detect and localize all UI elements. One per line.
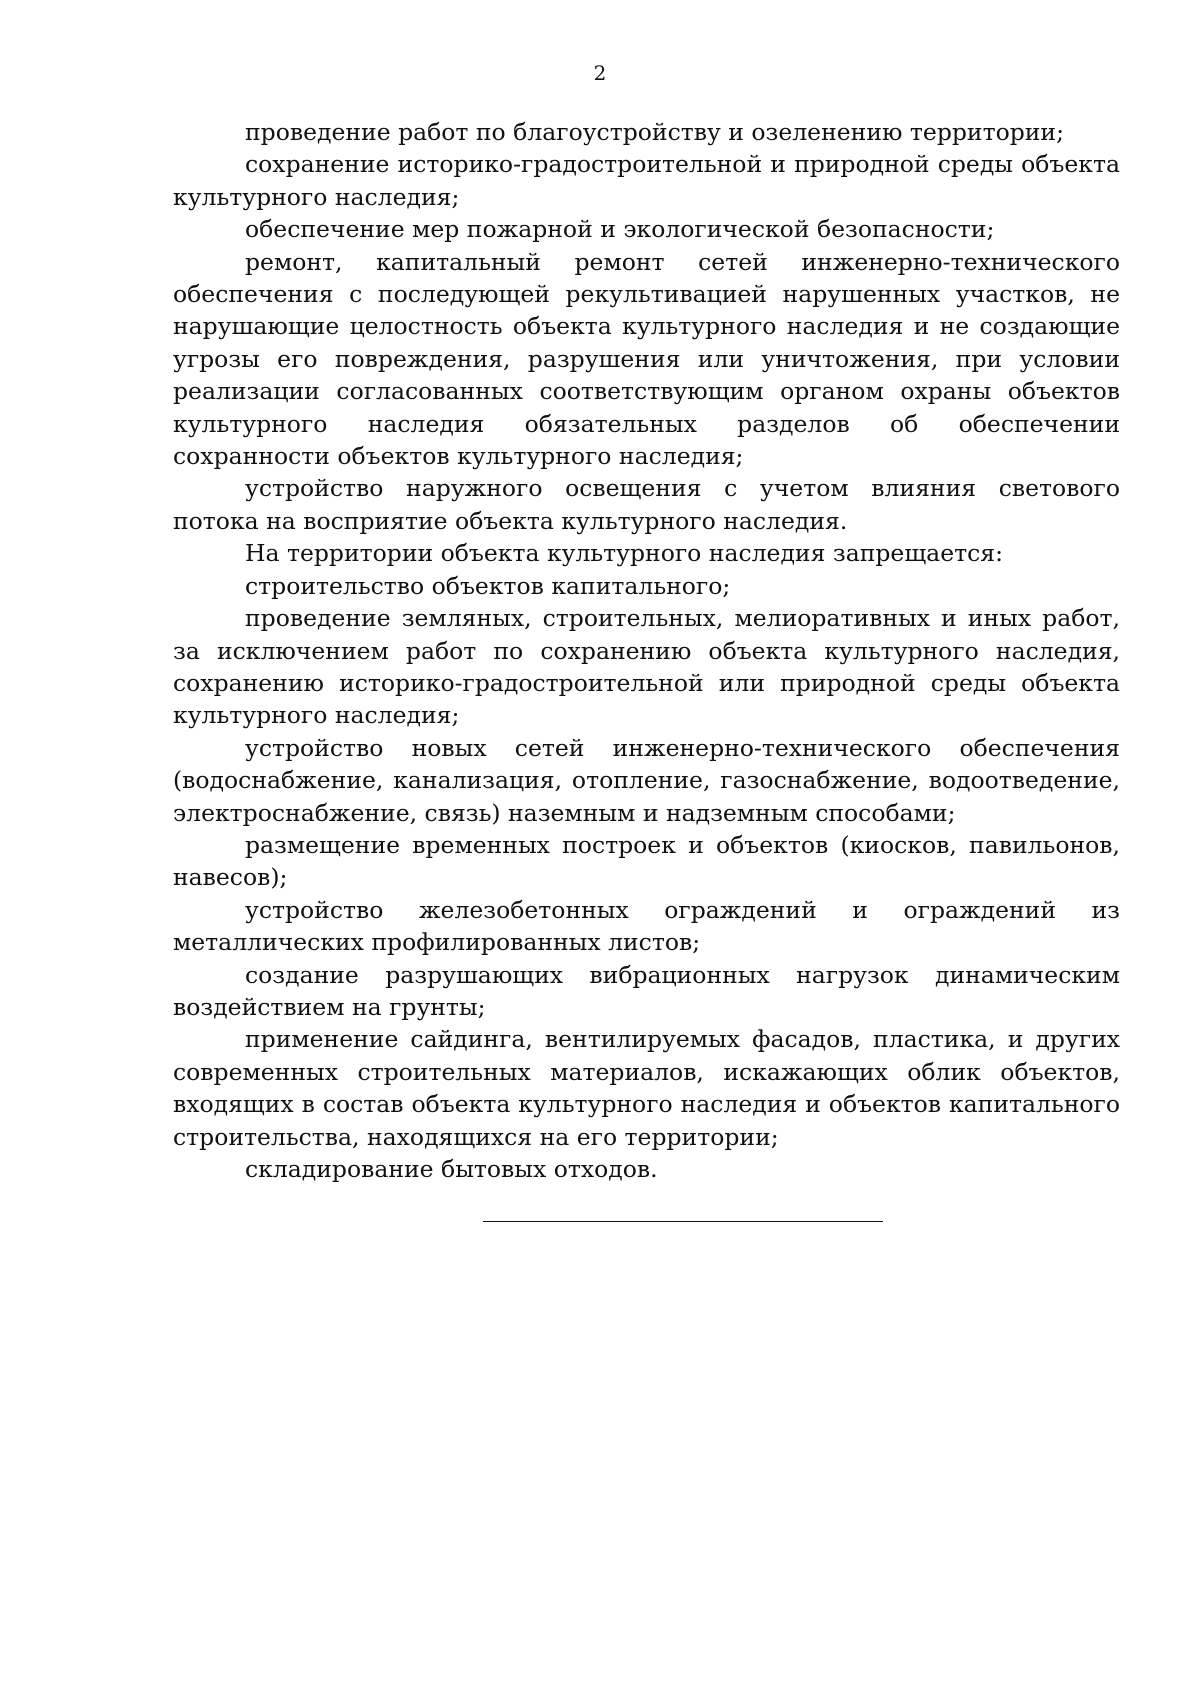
paragraph-waste-storage: складирование бытовых отходов. xyxy=(245,1155,658,1183)
paragraph-capital-construction: строительство объектов капитального; xyxy=(245,571,731,600)
end-divider-line xyxy=(483,1221,883,1222)
paragraph-earthworks: проведение земляных, строительных, мелиоративных и иных работ, за исключением работ по сохранению объекта культурного наследия, сохранению историко-градостроительной или природной среды объекта культурного наследия; xyxy=(173,604,1120,730)
paragraph-concrete-fences: устройство железобетонных ограждений и ограждений из металлических профилированных листов; xyxy=(173,895,1120,957)
paragraph-modern-materials: применение сайдинга, вентилируемых фасадов, пластика, и других современных строительных материалов, искажающих облик объектов, входящих в состав объекта культурного наследия и объектов капитального строительства, находящихся на его территории; xyxy=(173,1025,1120,1151)
document-body xyxy=(173,116,1120,1185)
paragraph-prohibited-heading: На территории объекта культурного наследия запрещается: xyxy=(245,539,1004,568)
paragraph-new-networks: устройство новых сетей инженерно-технического обеспечения (водоснабжение, канализация, отопление, газоснабжение, водоотведение, электроснабжение, связь) наземным и надземным способами; xyxy=(173,733,1120,827)
paragraph-preservation-environment: сохранение историко-градостроительной и природной среды объекта культурного наследия; xyxy=(173,150,1120,211)
paragraph-vibration-loads: создание разрушающих вибрационных нагрузок динамическим воздействием на грунты; xyxy=(173,960,1120,1021)
paragraph-outdoor-lighting: устройство наружного освещения с учетом влияния светового потока на восприятие объекта культурного наследия. xyxy=(173,474,1120,535)
paragraph-network-repair: ремонт, капитальный ремонт сетей инженерно-технического обеспечения с последующей рекультивацией нарушенных участков, не нарушающие целостность объекта культурного наследия и не создающие угрозы его повреждения, разрушения или уничтожения, при условии реализации согласованных соответствующим органом охраны объектов культурного наследия обязательных разделов об обеспечении сохранности объектов культурного наследия; xyxy=(173,247,1120,471)
paragraph-landscaping: проведение работ по благоустройству и озеленению территории; xyxy=(245,118,1065,146)
page-number: 2 xyxy=(593,61,607,85)
paragraph-fire-safety: обеспечение мер пожарной и экологической безопасности; xyxy=(245,215,995,244)
paragraph-temporary-structures: размещение временных построек и объектов (киосков, павильонов, навесов); xyxy=(173,830,1120,892)
